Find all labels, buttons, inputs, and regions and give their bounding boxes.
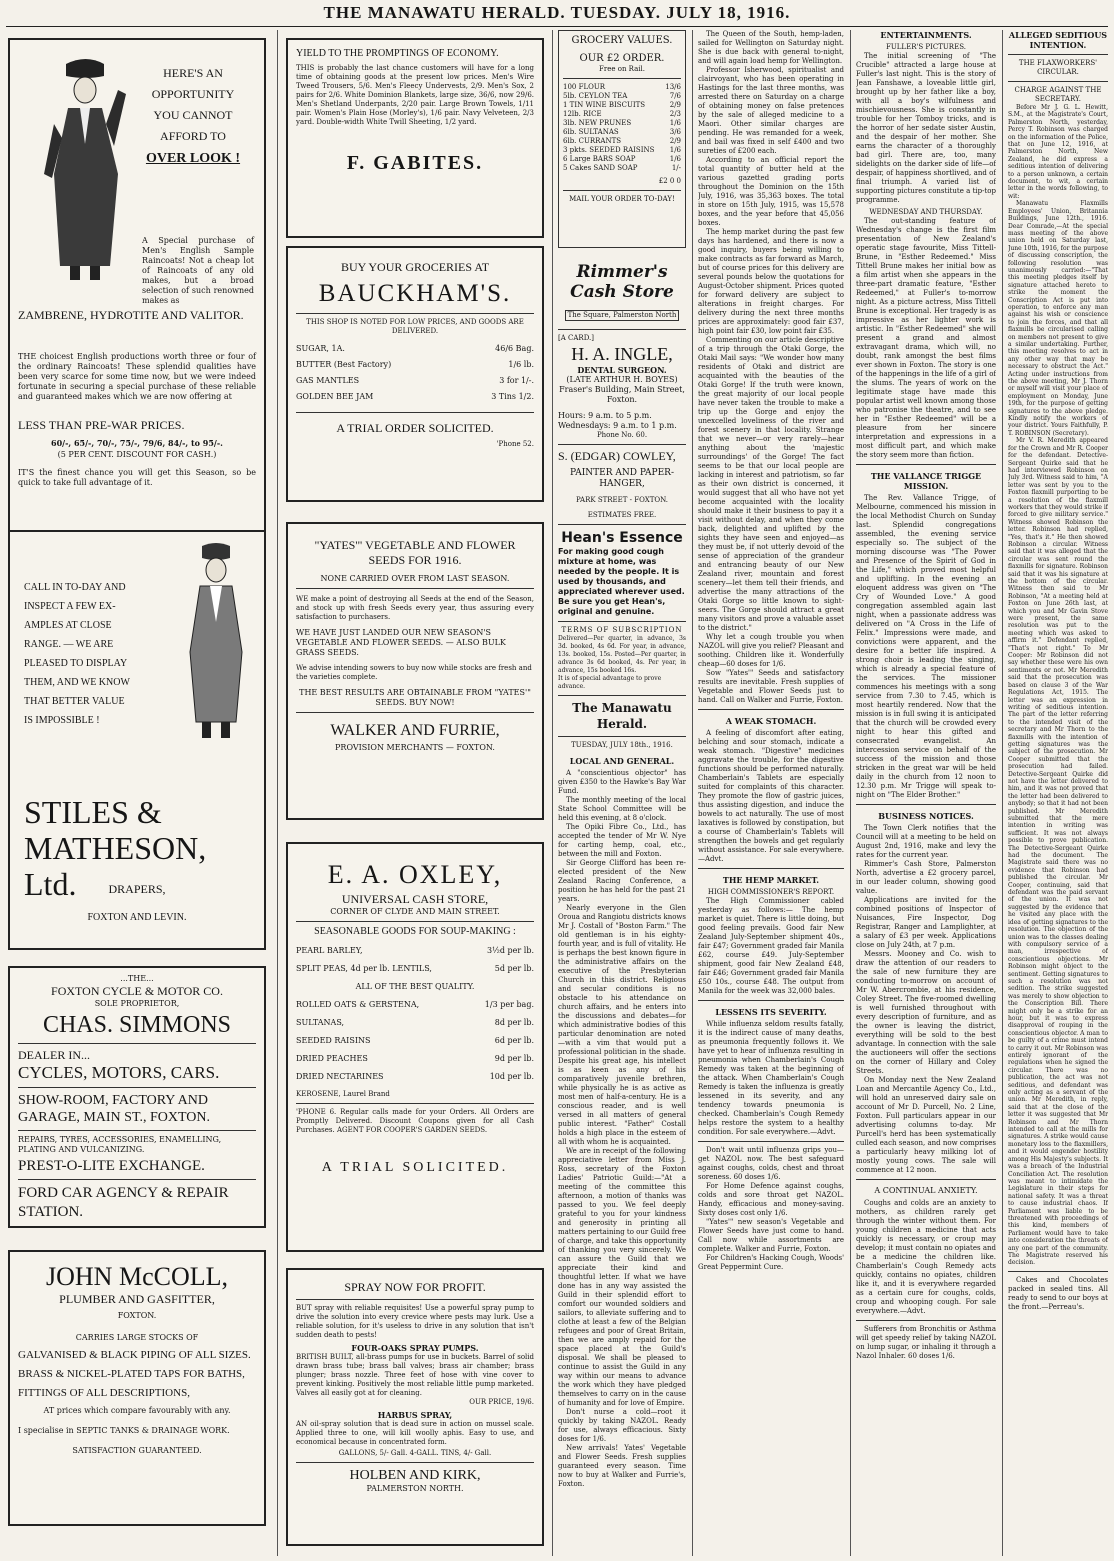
fuller-head: FULLER'S PICTURES. xyxy=(886,43,966,51)
grocery-row: 3 pkts. SEEDED RAISINS 1/6 xyxy=(563,146,681,154)
local-head: LOCAL AND GENERAL. xyxy=(569,756,675,766)
grocery-row: 1 TIN WINE BISCUITS 2/9 xyxy=(563,101,681,109)
stiles-places: FOXTON AND LEVIN. xyxy=(87,912,187,923)
bauckham-phone: 'Phone 52. xyxy=(496,440,534,448)
spray-harbus: HARBUS SPRAY, xyxy=(377,1410,453,1420)
local-para: The monthly meeting of the local State School Committee will be held this evening, at 8 o'clock. xyxy=(558,796,686,822)
sedition-evidence: Mr V. R. Meredith appeared for the Crown and Mr R. Cooper for the defendant. Detective-Sergeant Quirke said that he had interviewed Robinson on July 3rd. Witness said to him, "A letter was sent by you to the Foxton flaxmill purporting to be a resolution of the flaxmill workers that they would strike if forced to give military service." Witness showed Robinson the letter. Robinson had replied, "Yes, that's it." He then showed Robinson a circular. Witness said that it was alleged that the circular was sent round the flaxmills for signature. Robinson said that it was his signature at the bottom of the circular. Witness then said to Mr Robinson, "At a meeting held at Foxton on June 26th last, at which you and Mr Gavin Stove were present, the same resolution was put to the meeting which was asked to affirm it." Defendant replied, "That's not right." To Mr Cooper: Mr Robinson did not say whether these were his own sentiments or not. Mr Meredith said that the prosecution was based on clause 3 of the War Regulations Act, 1915. The letter was an expression in writing of seditious intention. The part of the letter referring to the intended visit of the secretary and Mr Thorn to the flaxmills with the intention of getting signatures was the subject of the prosecution. Mr Cooper submitted that the prosecution had failed. Detective-Sergeant Quirke did not have the letter delivered to him, and it was not proved that the letter had been delivered to anybody; so that it had not been published. Mr Meredith submitted that the mere intention in writing was sufficient. It was not always possible to prove publication. The Detective-Sergeant Quirke had the document. The Magistrate said there was no evidence that Robinson had published the circular. Mr Cooper, continuing, said that defendant was the paid servant of the union. It was not suggested by the evidence that he visited any place with the idea of getting signatures to the resolution. The objection of the union was to the classes dealing with compulsory service of a man, irrespective of conscientious objections. Mr Robinson might object to the sentiment. Getting signatures to such a resolution was not sedition. The strike suggested was merely to show objection to the Conscription Bill. There might only be a strike for an hour, but it was to express disapproval of rouping in the conscientious objector. A man to be guilty of a crime must intend to carry it out. Mr Robinson was entirely ignorant of the regulations when he signed the circular. There was no publication, the act was not seditious, and defendant was only acting as a servant of the union. Mr Meredith, in reply, said that at the close of the letter it was suggested that Mr Robinson and Mr Thorn intended to call at the mills for signatures. A strike would cause monetary loss to the flaxmillers, and it would engender hostility among His Majesty's subjects. It was a breach of the Industrial Conciliation Act. The resolution was meant to intimidate the Legislature in their steps for national safety. It was a threat to cause industrial chaos. If Parliament was liable to be threatened with proceedings of this kind, members of Parliament would have to take into consideration the threats of any one part of the community. The Magistrate reserved his decision. xyxy=(1008,437,1108,1267)
ingle-card: [A CARD.] xyxy=(558,334,595,342)
anxiety-text: Coughs and colds are an anxiety to mothers, as children rarely get through the winter without them. For young children a medicine that acts quickly is necessary, or croup may develop; it must contain no opiates and be a medicine the children like. Chamberlain's Cough Remedy acts quickly, contains no opiates, children like it, and it is everywhere regarded as a certain cure for coughs, colds, croup and whooping cough. For sale everywhere.—Advt. xyxy=(856,1199,996,1315)
grocery-row: 3lb. NEW PRUNES 1/6 xyxy=(563,119,681,127)
sedition-head: ALLEGED SEDITIOUS INTENTION. xyxy=(1008,30,1108,50)
column-5 xyxy=(856,30,996,1556)
walker-firm: WALKER AND FURRIE, xyxy=(330,722,500,739)
grocery-head: GROCERY VALUES. xyxy=(571,35,673,46)
news-para: Sow "Yates'" Seeds and satisfactory results are inevitable. Fresh supplies of Vegetable and Flower Seeds just to hand. Call on Walker and Furrie, Foxton. xyxy=(698,669,844,704)
fuller-text: The initial screening of "The Crucible" attracted a large house at Fuller's last night. This is the story of Jean Fanshawe, a loveable little girl, brought up by her father like a boy, with all a boy's wilfulness and mischievousness. She is constantly in trouble for her Tomboy tricks, and is the horror of her sedate sister Austin, and the despair of her mother. She earns the character of a thoroughly bad girl. There are, too, many sidelights on the darker side of life—of despair, of happiness shortlived, and of final triumph. A varied list of supporting pictures constitute a tip-top programme. xyxy=(856,52,996,204)
column-rule xyxy=(692,30,693,1556)
raincoat-prices: 60/-, 65/-, 70/-, 75/-, 79/6, 84/-, to 95/-. xyxy=(51,438,223,448)
oxley-store: UNIVERSAL CASH STORE, xyxy=(341,892,489,906)
call-line-6: THEM, AND WE KNOW xyxy=(24,677,130,688)
sedition-letter: Manawatu Flaxmills Employees' Union, Britannia Buildings, June 12th., 1916. Dear Comrade,—At the special mass meeting of the above union held on Saturday last, June 10th, 1916, for the purpose of discussing conscription, the following resolution was unanimously carried:—"That this meeting pledges itself by signature attached hereto to strike the moment the Conscription Act is put into operation, to enforce any man against his wish or conscience to join the forces, and that all flaxmills be circularised calling on members not present to give a similar undertaking. Further, this meeting resolves to act in any other way that may be necessary to obstruct the Act." Acting under instructions from the above meeting, Mr J. Thorn or myself will visit your place of employment on Monday, June 19th, for the purpose of getting signatures to the above pledge. Kindly notify the workers of your district. Yours Faithfully, P. T. ROBINSON (Secretary). xyxy=(1008,200,1108,437)
oxley-row: KEROSENE, Laurel Brand xyxy=(296,1090,390,1098)
bauckham-price-list xyxy=(296,344,534,402)
cycle-goods: CYCLES, MOTORS, CARS. xyxy=(18,1063,220,1082)
biz-para: Applications are invited for the combined positions of Inspector of Nuisances, Fire Inspector, Dog Registrar, Ranger and Lamplighter, at a salary of £3 per week. Applications close on July 24th, at 7 p.m. xyxy=(856,896,996,949)
oxley-corner: CORNER OF CLYDE AND MAIN STREET. xyxy=(330,907,500,916)
raincoat-price-head: LESS THAN PRE-WAR PRICES. xyxy=(18,418,185,432)
gabites-head: YIELD TO THE PROMPTINGS OF ECONOMY. xyxy=(296,48,499,59)
bauckham-head: BUY YOUR GROCERIES AT xyxy=(340,260,490,274)
spray-pumps: FOUR-OAKS SPRAY PUMPS. xyxy=(351,1343,479,1353)
grocery-row: 5lb. CEYLON TEA 7/6 xyxy=(563,92,681,100)
price-row: GOLDEN BEE JAM 3 Tins 1/2. xyxy=(296,392,534,401)
raincoat-discount: (5 PER CENT. DISCOUNT FOR CASH.) xyxy=(57,450,217,459)
column-3 xyxy=(558,30,686,1556)
heans-name: Hean's Essence xyxy=(561,530,683,546)
heans-body: For making good cough mixture at home, was needed by the people. It is used by thousands, and appreciated wherever used. Be sure you get Hean's, original and genuine. xyxy=(558,547,685,616)
yates-p1: WE make a point of destroying all Seeds at the end of the Season, and stock up with fresh Seeds every year, thus assuring every satisfaction to purchasers. xyxy=(296,595,534,621)
oxley-row: SULTANAS, 8d per lb. xyxy=(296,1018,534,1027)
ingle-phone: Phone No. 60. xyxy=(596,431,648,439)
hemp-text: The High Commissioner cabled yesterday as follows:— The hemp market is quiet. There is little doing, but good feeling prevails. Good fair New Zealand July-September shipment 40s., fair £47; Government graded fair Manila £62, course £49. July-September shipment, good fair New Zealand £48, fair £46; Government graded fair Manila £50 10s., course £48. The output from Manila for the week was 32,000 bales. xyxy=(698,897,844,995)
man-in-raincoat-illustration xyxy=(40,54,132,286)
rimmers-store-name: Rimmer's Cash Store xyxy=(570,262,674,302)
news-para: According to an official report the total quantity of butter held at the various gazetted grading ports throughout the Dominion on the 15th July, 1916, was 35,363 boxes. The total in store on 15th July, 1915, was 15,578 boxes, and the year before that 45,056 boxes. xyxy=(698,156,844,227)
lessens-head: LESSENS ITS SEVERITY. xyxy=(715,1007,827,1017)
yates-none: NONE CARRIED OVER FROM LAST SEASON. xyxy=(320,574,510,583)
rimmers-grocery-ad xyxy=(558,30,686,248)
spray-intro: BUT spray with reliable requisites! Use a powerful spray pump to drive the solution into every crevice where pests may lurk. Use a reliable solution, for it's useless to drive in any solution that isn't sudden death to pests! xyxy=(296,1304,534,1339)
spray-head: SPRAY NOW FOR PROFIT. xyxy=(344,1280,486,1294)
trigge-head: THE VALLANCE TRIGGE MISSION. xyxy=(870,471,982,491)
biz-para: Rimmer's Cash Store, Palmerston North, advertise a £2 grocery parcel, in our leader column, showing good value. xyxy=(856,860,996,895)
news-para: The hemp market during the past few days has hardened, and there is now a good inquiry, buyers being willing to make contracts as far forward as March, but of course prices for this delivery are several pounds below the quotations for August-October shipment. Prices quoted for forward delivery are subject to alterations in freight charges. For delivery during the next three months prices are approximately: good fair £37, high point fair £30, low point fair £35. xyxy=(698,228,844,335)
local-para: The Opiki Fibre Co., Ltd., has accepted the tender of Mr W. Nye for carting hemp, coal, etc., between the mill and Foxton. xyxy=(558,823,686,858)
mccoll-trade: PLUMBER AND GASFITTER, xyxy=(59,1292,215,1306)
call-line-5: PLEASED TO DISPLAY xyxy=(24,658,128,669)
paper-date: TUESDAY, JULY 18th., 1916. xyxy=(571,741,673,749)
hemp-head: THE HEMP MARKET. xyxy=(722,875,820,885)
local-para: Nearly everyone in the Glen Oroua and Rangiotu districts knows Mr J. Costall of "Boston Farm." The old gentleman is in his eighty-fourth year, and is full of vitality. He is perhaps the best known figure in the administrative affairs on the executive of the Presbyterian Church in this district. Religious and secular conditions is no obstacle to his attendance on church affairs, and he enters into the discussions and debates—for which administrative bodies of this particular denomination are noted—with a vim that would put a professional politician in the shade. Despite his great age, his intellect is as keen as any of his comparatively juvenile brethren, while physically he is as active as most men of half-a-century. He is a conscious reader, and is well versed in all matters of general public interest. "Father" Costall holds a high place in the esteem of all with whom he is acquainted. xyxy=(558,904,686,1146)
news-para: For Home Defence against coughs, colds and sore throat get NAZOL. Handy, efficacious and money-saving. Sixty doses cost only 1/6. xyxy=(698,1182,844,1217)
ingle-hours: Hours: 9 a.m. to 5 p.m. Wednesdays: 9 a.m. to 1 p.m. xyxy=(558,411,677,430)
price-row: SUGAR, 1A. 46/6 Bag. xyxy=(296,344,534,353)
terms-head: TERMS OF SUBSCRIPTION xyxy=(561,626,683,634)
biz-para: On Monday next the New Zealand Loan and Mercantile Agency Co., Ltd., will hold an unreserved dairy sale on account of Mr D. Purcell, No. 2 Line, Foxton. Full particulars appear in our advertising columns to-day. Mr Purcell's herd has been systematically culled each season, and now comprises a particularly heavy milking lot of mostly young cows. The sale will commence at 12 noon. xyxy=(856,1076,996,1174)
anxiety-head: A CONTINUAL ANXIETY. xyxy=(874,1186,978,1195)
column-4 xyxy=(698,30,844,1556)
column-rule xyxy=(850,30,851,1556)
rimmers-sub: The Square, Palmerston North xyxy=(565,310,680,321)
local-para: A "conscientious objector" has given £350 to the Hawke's Bay War Fund. xyxy=(558,769,686,795)
call-line-8: IS IMPOSSIBLE ! xyxy=(24,715,100,726)
bauckham-note: THIS SHOP IS NOTED FOR LOW PRICES, AND GOODS ARE DELIVERED. xyxy=(306,318,524,335)
trigge-text: The Rev. Vallance Trigge, of Melbourne, commenced his mission in the local Methodist Church on Sunday last. Splendid congregations assembled, the evening service especially so. The subject of the morning discourse was "The Power and Presence of the Spirit of God in the Life," which proved most helpful and uplifting. In the evening an eloquent address was given on "The Cry of Wounded Love." A good congregation assembled again last night, when a passionate address was delivered on "A Cross in the Life of Felix." Impressions were made, and convictions were apparent, and the desire for a better life inspired. A strong choir is leading the singing, which is already a special feature of the services. The missioner commences his meetings with a song service from 7.30 to 7.45, which is most heartily rendered. Now that the mission is in full swing it is anticipated that the church will be crowded every night to hear this gifted and consecrated evangelist. An intercession service on behalf of the success of the mission and those stricken in the great war will be held daily in the church from 12 noon to 12.30 p.m. Mr Trigge will speak to-night on "The Elder Brother." xyxy=(856,494,996,799)
grocery-row: 5 Cakes SAND SOAP 1/- xyxy=(563,164,681,172)
ent-head: ENTERTAINMENTS. xyxy=(880,30,972,40)
oxley-row: SPLIT PEAS, 4d per lb. LENTILS, 5d per lb. xyxy=(296,964,534,973)
paper-name: The Manawatu Herald. xyxy=(572,701,672,731)
call-line-2: INSPECT A FEW EX- xyxy=(24,601,116,612)
news-para: Why let a cough trouble you when NAZOL will give you relief? Pleasant and soothing. Children like it. Wonderfully cheap—60 doses for 1/6. xyxy=(698,633,844,668)
oxley-row: ROLLED OATS & GERSTENA, 1/3 per bag. xyxy=(296,1000,534,1009)
raincoat-headline-1: HERE'S AN xyxy=(163,66,223,80)
spray-gallons: GALLONS, 5/- Gall. 4-GALL. TINS, 4/- Gall. xyxy=(338,1449,492,1457)
grocery-row: 12lb. RICE 2/3 xyxy=(563,110,681,118)
news-para: The Queen of the South, hemp-laden, sailed for Wellington on Saturday night. She is due back with general to-night, and will again load hemp for Wellington. xyxy=(698,30,844,65)
raincoat-intro: A Special purchase of Men's English Sample Raincoats! Not a cheap lot of Raincoats of any old makes, but a broad selection of such renowned makes as xyxy=(142,236,254,305)
raincoat-headline-3: YOU CANNOT xyxy=(153,108,233,122)
mccoll-name: JOHN McCOLL, xyxy=(46,1262,228,1291)
news-para: For Children's Hacking Cough, Woods' Great Peppermint Cure. xyxy=(698,1254,844,1271)
mccoll-taps: BRASS & NICKEL-PLATED TAPS FOR BATHS, xyxy=(18,1368,245,1380)
grocery-row: 6lb. SULTANAS 3/6 xyxy=(563,128,681,136)
cycle-motor-ad xyxy=(8,966,266,1228)
walker-trade: PROVISION MERCHANTS — FOXTON. xyxy=(335,743,495,752)
gabites-body: THIS is probably the last chance customers will have for a long time of obtaining goods at the present low prices. Men's Wire Tweed Trousers, 5/6. Men's Fleecy Undervests, 2/9. Men's Sox, 2 pairs for 2/6. White Dominion Blankets, large size, 36/6, now 29/6. Men's Shetland Underpants, 2/20 pair. Large Brown Towels, 1/11 pair. Women's Plain Hose (Morley's), 1/6 pair. Navy Velveteen, 2/3 yard. Double-width White Twill Sheeting, 1/2 yard. xyxy=(296,64,534,126)
oxley-ad xyxy=(286,842,544,1252)
mccoll-septic: I specialise in SEPTIC TANKS & DRAINAGE WORK. xyxy=(18,1426,230,1435)
biz-head: BUSINESS NOTICES. xyxy=(878,811,974,821)
call-line-1: CALL IN TO-DAY AND xyxy=(24,582,126,593)
cycle-dealer: DEALER IN... xyxy=(18,1048,90,1062)
grocery-order: OUR £2 ORDER. xyxy=(579,53,665,64)
masthead-rule xyxy=(6,26,1108,27)
cycle-prest: PREST-O-LITE EXCHANGE. xyxy=(18,1158,205,1174)
oxley-row: PEARL BARLEY, 3½d per lb. xyxy=(296,946,534,955)
mccoll-stocks: CARRIES LARGE STOCKS OF xyxy=(75,1333,199,1342)
cowley-trade: PAINTER AND PAPER-HANGER, xyxy=(570,468,674,489)
raincoat-headline-2: OPPORTUNITY xyxy=(151,87,235,101)
biz-para: The Town Clerk notifies that the Council will at a meeting to be held on August 2nd, 1916, make and levy the rates for the current year. xyxy=(856,824,996,859)
ingle-address: Fraser's Building, Main Street, Foxton. xyxy=(559,385,685,404)
terms-note: It is of special advantage to prove advance. xyxy=(558,675,662,690)
ingle-name: H. A. INGLE, xyxy=(571,344,673,364)
stomach-text: A feeling of discomfort after eating, belching and sour stomach, indicate a weak stomach. "Digestive" medicines aggravate the trouble, for the digestive functions should be performed naturally. Chamberlain's Tablets are especially suited for complaints of this character. They promote the flow of gastric juices, thus assisting digestion, and induce the bowels to act naturally. The use of most laxatives is followed by constipation, but a course of Chamberlain's Tablets will strengthen the bowels and get regularly without assistance. For sale everywhere.—Advt. xyxy=(698,729,844,863)
bronchitis-text: Sufferers from Bronchitis or Asthma will get speedy relief by taking NAZOL on lump sugar, or inhaling it through a Nazol Inhaler. 60 doses 1/6. xyxy=(856,1325,996,1360)
cycle-company-name: FOXTON CYCLE & MOTOR CO. xyxy=(51,984,223,998)
spray-harbus-body: AN oil-spray solution that is dead sure in action on mussel scale. Applied three to one, will kill woolly aphis. Easy to use, and economical because in concentrated form. xyxy=(296,1420,534,1446)
call-line-4: RANGE. — WE ARE xyxy=(24,639,114,650)
yates-p3: We advise intending sowers to buy now while stocks are fresh and the varieties complete. xyxy=(296,664,532,681)
price-row: GAS MANTLES 3 for 1/-. xyxy=(296,376,534,385)
grocery-mail: MAIL YOUR ORDER TO-DAY! xyxy=(569,195,675,203)
sedition-sub1: THE FLAXWORKERS' CIRCULAR. xyxy=(1018,59,1098,76)
mccoll-prices: AT prices which compare favourably with any. xyxy=(43,1406,231,1415)
news-para: Commenting on our article descriptive of a trip through the Otaki Gorge, the Otaki Mail says: "We wonder how many residents of Otaki and district are acquainted with the beauties of the Otaki Gorge! If the truth were known, the great majority of our local people have never taken the trouble to make a trip up the Gorge and enjoy the unexcelled loveliness of the river and forest scenery in that locality. Strange that we never—or very rarely—hear anything about the 'majestic surroundings' of the Gorge! The fact seems to be that our local people are lacking in interest and patriotism, so far as their own district is concerned, it would suggest that all who have not yet become acquainted with the locality should make it their business to pay it a visit without delay, and when they come back, delighted and uplifted by the sights they have seen and enjoyed—as they must be, if not utterly devoid of the sense of appreciation of the grandeur and entrancing beauty of our New Zealand river, mountain and forest scenery—let them tell their friends, and advertise the many attractions of the Otaki Gorge so little known to sight-seers. The Gorge should attract a great many visitors and prove a valuable asset to the district." xyxy=(698,336,844,632)
sedition-sub2: CHARGE AGAINST THE SECRETARY. xyxy=(1014,86,1102,103)
stiles-firm-name: STILES & MATHESON, Ltd. xyxy=(24,794,207,902)
column-rule xyxy=(1002,30,1003,1556)
bauckham-ad xyxy=(286,246,544,502)
raincoat-makes: ZAMBRENE, HYDROTITE AND VALITOR. xyxy=(18,308,244,322)
grocery-total: £2 0 0 xyxy=(658,177,681,185)
mccoll-fittings: FITTINGS OF ALL DESCRIPTIONS, xyxy=(18,1387,190,1399)
oxley-row: DRIED NECTARINES 10d per lb. xyxy=(296,1072,534,1081)
news-para: Don't wait until influenza grips you—get NAZOL now. The best safeguard against coughs, colds, chest and throat soreness. 60 doses 1/6. xyxy=(698,1146,844,1181)
cycle-repairs: REPAIRS, TYRES, ACCESSORIES, ENAMELLING, PLATING AND VULCANIZING. xyxy=(18,1135,222,1154)
sedition-intro: Before Mr J. G. L. Hewitt, S.M., at the Magistrate's Court, Palmerston North, yesterday, Percy T. Robinson was charged on the information of the Police, that on June 12, 1916, at Palmerston North, New Zealand, he did express a seditious intention of delivering to a person unknown, a certain document, to wit, a certain letter in the words following, to wit: xyxy=(1008,104,1108,200)
walker-furrie-ad xyxy=(286,522,544,820)
raincoat-body: THE choicest English productions worth three or four of the ordinary Raincoats! These splendid qualities have been very scarce for some time now, but we were indeed fortunate in securing a special purchase of these reliable and guaranteed makes which we are now offering at xyxy=(18,352,256,401)
oxley-row: SEEDED RAISINS 6d per lb. xyxy=(296,1036,534,1045)
cycle-showroom: SHOW-ROOM, FACTORY AND GARAGE, MAIN ST., FOXTON. xyxy=(18,1093,210,1125)
mccoll-piping: GALVANISED & BLACK PIPING OF ALL SIZES. xyxy=(18,1349,251,1361)
local-para: New arrivals! Yates' Vegetable and Flower Seeds. Fresh supplies guaranteed every season. Time now to buy at Walker and Furrie's, Foxton. xyxy=(558,1444,686,1488)
column-rule xyxy=(552,30,553,1556)
stiles-trade: DRAPERS, xyxy=(108,882,166,896)
wed-text: The out-standing feature of Wednesday's change is the first film presentation of New Zealand's operatic stage favourite, Miss Tittell-Brune, in "Esther Redeemed." Miss Tittell Brune makes her initial bow as a film artist when she appears in the three-part dramatic feature, "Esther Redeemed," at Fuller's to-morrow night. As a picture actress, Miss Tittell Brune is exceptional. Her tragedy is as impressive as her lighter work is artistic. In "Esther Redeemed" she will present a grand and almost extravagant drama, which will, no doubt, rank amongst the best films ever shown in Foxton. The story is one of the happenings in the life of a girl of the slums. The years of work on the legitimate stage have made this popular artist well known among those who patronise the theatre, and to see her in "Esther Redeemed" will be a pleasure from her sincere interpretation and expressions in a most difficult part, and which make the story seem more than fiction. xyxy=(856,217,996,459)
news-para: Professor Isherwood, spiritualist and clairvoyant, who has been operating in Hastings for the last three months, was arrested there on Saturday on a charge of obtaining money on false pretences by the sale of alleged medicine to a Maori. Other similar charges are pending. He was remanded for a week, and bail was fixed in self £400 and two sureties of £200 each. xyxy=(698,66,844,155)
cowley-estimates: ESTIMATES FREE. xyxy=(587,511,657,519)
cycle-the: ...THE... xyxy=(120,974,154,983)
stiles-matheson-ad xyxy=(8,530,266,950)
local-para: Sir George Clifford has been re-elected president of the New Zealand Racing Conference, a position he has held for the past 21 years. xyxy=(558,859,686,903)
holben-town: PALMERSTON NORTH. xyxy=(366,1484,464,1493)
terms-body: Delivered—Per quarter, in advance, 3s 3d. booked, 4s 6d. For year, in advance, 13s. booked, 15s. Posted—Per quarter, in advance 3s 6d booked, 4s. Per year, in advance, 15s booked 16s. xyxy=(558,635,686,674)
cakes-text: Cakes and Chocolates packed in sealed tins. All ready to send to our boys at the front.—Perreau's. xyxy=(1008,1275,1108,1311)
mccoll-town: FOXTON. xyxy=(117,1311,157,1320)
call-line-3: AMPLES AT CLOSE xyxy=(24,620,112,631)
oxley-quality: ALL OF THE BEST QUALITY. xyxy=(355,982,475,991)
grocery-row: 6 Large BARS SOAP 1/6 xyxy=(563,155,681,163)
grocery-row: 6lb. CURRANTS 2/9 xyxy=(563,137,681,145)
cycle-proprietor-label: SOLE PROPRIETOR, xyxy=(94,999,180,1008)
column-rule xyxy=(277,30,278,1556)
gentleman-illustration xyxy=(176,542,256,742)
biz-para: Messrs. Mooney and Co. wish to draw the attention of our readers to the sale of new furniture they are conducting to-morrow on account of Mr W. Abercrombie, at his residence, Coley Street. The five-roomed dwelling is well furnished throughout with every description of furniture, and as the owner is leaving the district, everything will be sold to the best advantage. In connection with the sale the auctioneers will offer the sections on the corner of Hillary and Coley Streets. xyxy=(856,950,996,1075)
holben-firm: HOLBEN AND KIRK, xyxy=(349,1468,481,1483)
cowley-name: S. (EDGAR) COWLEY, xyxy=(558,449,676,463)
oxley-trial: A TRIAL SOLICITED. xyxy=(321,1160,509,1175)
local-para: Don't nurse a cold—root it quickly by taking NAZOL. Ready for use, always efficacious. Sixty doses for 1/6. xyxy=(558,1408,686,1443)
stomach-head: A WEAK STOMACH. xyxy=(725,716,817,726)
spray-pumps-body: BRITISH BUILT, all-brass pumps for use in buckets. Barrel of solid drawn brass tube; brass ball valves; brass air chamber; brass plunger; brass nozzle. Three feet of hose with vine cover to prevent kinking. Positively the most reliable little pump marketed. Valves all easily got at for cleaning. xyxy=(296,1353,534,1397)
bauckham-name: BAUCKHAM'S. xyxy=(318,280,512,307)
wed-head: WEDNESDAY AND THURSDAY. xyxy=(869,208,983,216)
gabites-ad xyxy=(286,38,544,238)
hemp-sub: HIGH COMMISSIONER'S REPORT. xyxy=(707,888,835,896)
grocery-free: Free on Rail. xyxy=(599,65,645,73)
oxley-phone: 'PHONE 6. Regular calls made for your Orders. All Orders are Promptly Delivered. Discount Coupons given for all Cash Purchases. AGENT FOR COOPER'S GARDEN SEEDS. xyxy=(296,1108,534,1134)
cycle-proprietor: CHAS. SIMMONS xyxy=(42,1012,232,1038)
grocery-row: 100 FLOUR 13/6 xyxy=(563,83,681,91)
ingle-title: DENTAL SURGEON. xyxy=(577,365,667,375)
oxley-row: DRIED PEACHES 9d per lb. xyxy=(296,1054,534,1063)
spray-price: OUR PRICE, 19/6. xyxy=(469,1398,534,1406)
price-row: BUTTER (Best Factory) 1/6 lb. xyxy=(296,360,534,369)
local-para: We are in receipt of the following appreciative letter from Miss J. Ross, secretary of the Foxton Ladies' Patriotic Guild:—"At a meeting of the committee this afternoon, a motion of thanks was passed to you. We feel deeply grateful to you for your kindness and generosity in printing all matters pertaining to our Guild free of charge, and take this opportunity of thanking you very sincerely. We can assure the Guild that we appreciate their kind and thoughtful letter. If what we have done has in any way assisted the Guild in their splendid effort to comfort our wounded soldiers and sailors, to alleviate suffering and to clothe at least a few of the Belgian refugees and poor of Great Britain, then we are amply repaid for the space placed at the Guild's disposal. We shall be pleased to continue to assist the Guild in any way within our means to advance the work which they have pledged themselves to carry on in the cause of humanity and for love of Empire. xyxy=(558,1147,686,1407)
oxley-name: E. A. OXLEY, xyxy=(327,860,503,889)
rimmers-logo xyxy=(558,262,686,321)
bauckham-trial: A TRIAL ORDER SOLICITED. xyxy=(336,421,494,435)
column-6 xyxy=(1008,30,1108,1556)
lessens-text: While influenza seldom results fatally, it is the indirect cause of many deaths, as pneumonia frequently follows it. We have yet to hear of influenza resulting in pneumonia when Chamberlain's Cough Remedy was taken at the beginning of the attack. When Chamberlain's Cough Remedy is taken the influenza is greatly lessened in its severity, and any tendency towards pneumonia is checked. Chamberlain's Cough Remedy helps restore the system to a healthy condition. For sale everywhere.—Advt. xyxy=(698,1020,844,1136)
mccoll-ad xyxy=(8,1250,266,1526)
ingle-late: (LATE ARTHUR H. BOYES) xyxy=(566,375,678,384)
cycle-ford: FORD CAR AGENCY & REPAIR STATION. xyxy=(18,1185,229,1220)
raincoat-closing: IT'S the finest chance you will get this Season, so be quick to take full advantage of it. xyxy=(18,468,256,487)
raincoat-headline-4: AFFORD TO xyxy=(160,129,226,143)
gabites-firm: F. GABITES. xyxy=(346,152,484,174)
mccoll-satisfaction: SATISFACTION GUARANTEED. xyxy=(72,1446,202,1455)
yates-head: "YATES'" VEGETABLE AND FLOWER SEEDS FOR 1916. xyxy=(314,538,516,567)
masthead: THE MANAWATU HERALD. TUESDAY. JULY 18, 1916. xyxy=(323,3,791,22)
holben-kirk-ad xyxy=(286,1268,544,1546)
raincoat-headline-5: OVER LOOK ! xyxy=(145,151,241,166)
call-line-7: THAT BETTER VALUE xyxy=(24,696,125,707)
raincoat-ad xyxy=(8,38,266,598)
oxley-seasonable: SEASONABLE GOODS FOR SOUP-MAKING : xyxy=(314,926,516,937)
yates-p2: WE HAVE JUST LANDED OUR NEW SEASON'S VEGETABLE AND FLOWER SEEDS. — ALSO BULK GRASS SEEDS. xyxy=(296,628,506,657)
cowley-street: PARK STREET - FOXTON. xyxy=(575,496,669,504)
yates-p4: THE BEST RESULTS ARE OBTAINABLE FROM "YATES'" SEEDS. BUY NOW! xyxy=(299,688,531,707)
news-para: "Yates'" new season's Vegetable and Flower Seeds have just come to hand. Call now while assortments are complete. Walker and Furrie, Foxton. xyxy=(698,1218,844,1253)
